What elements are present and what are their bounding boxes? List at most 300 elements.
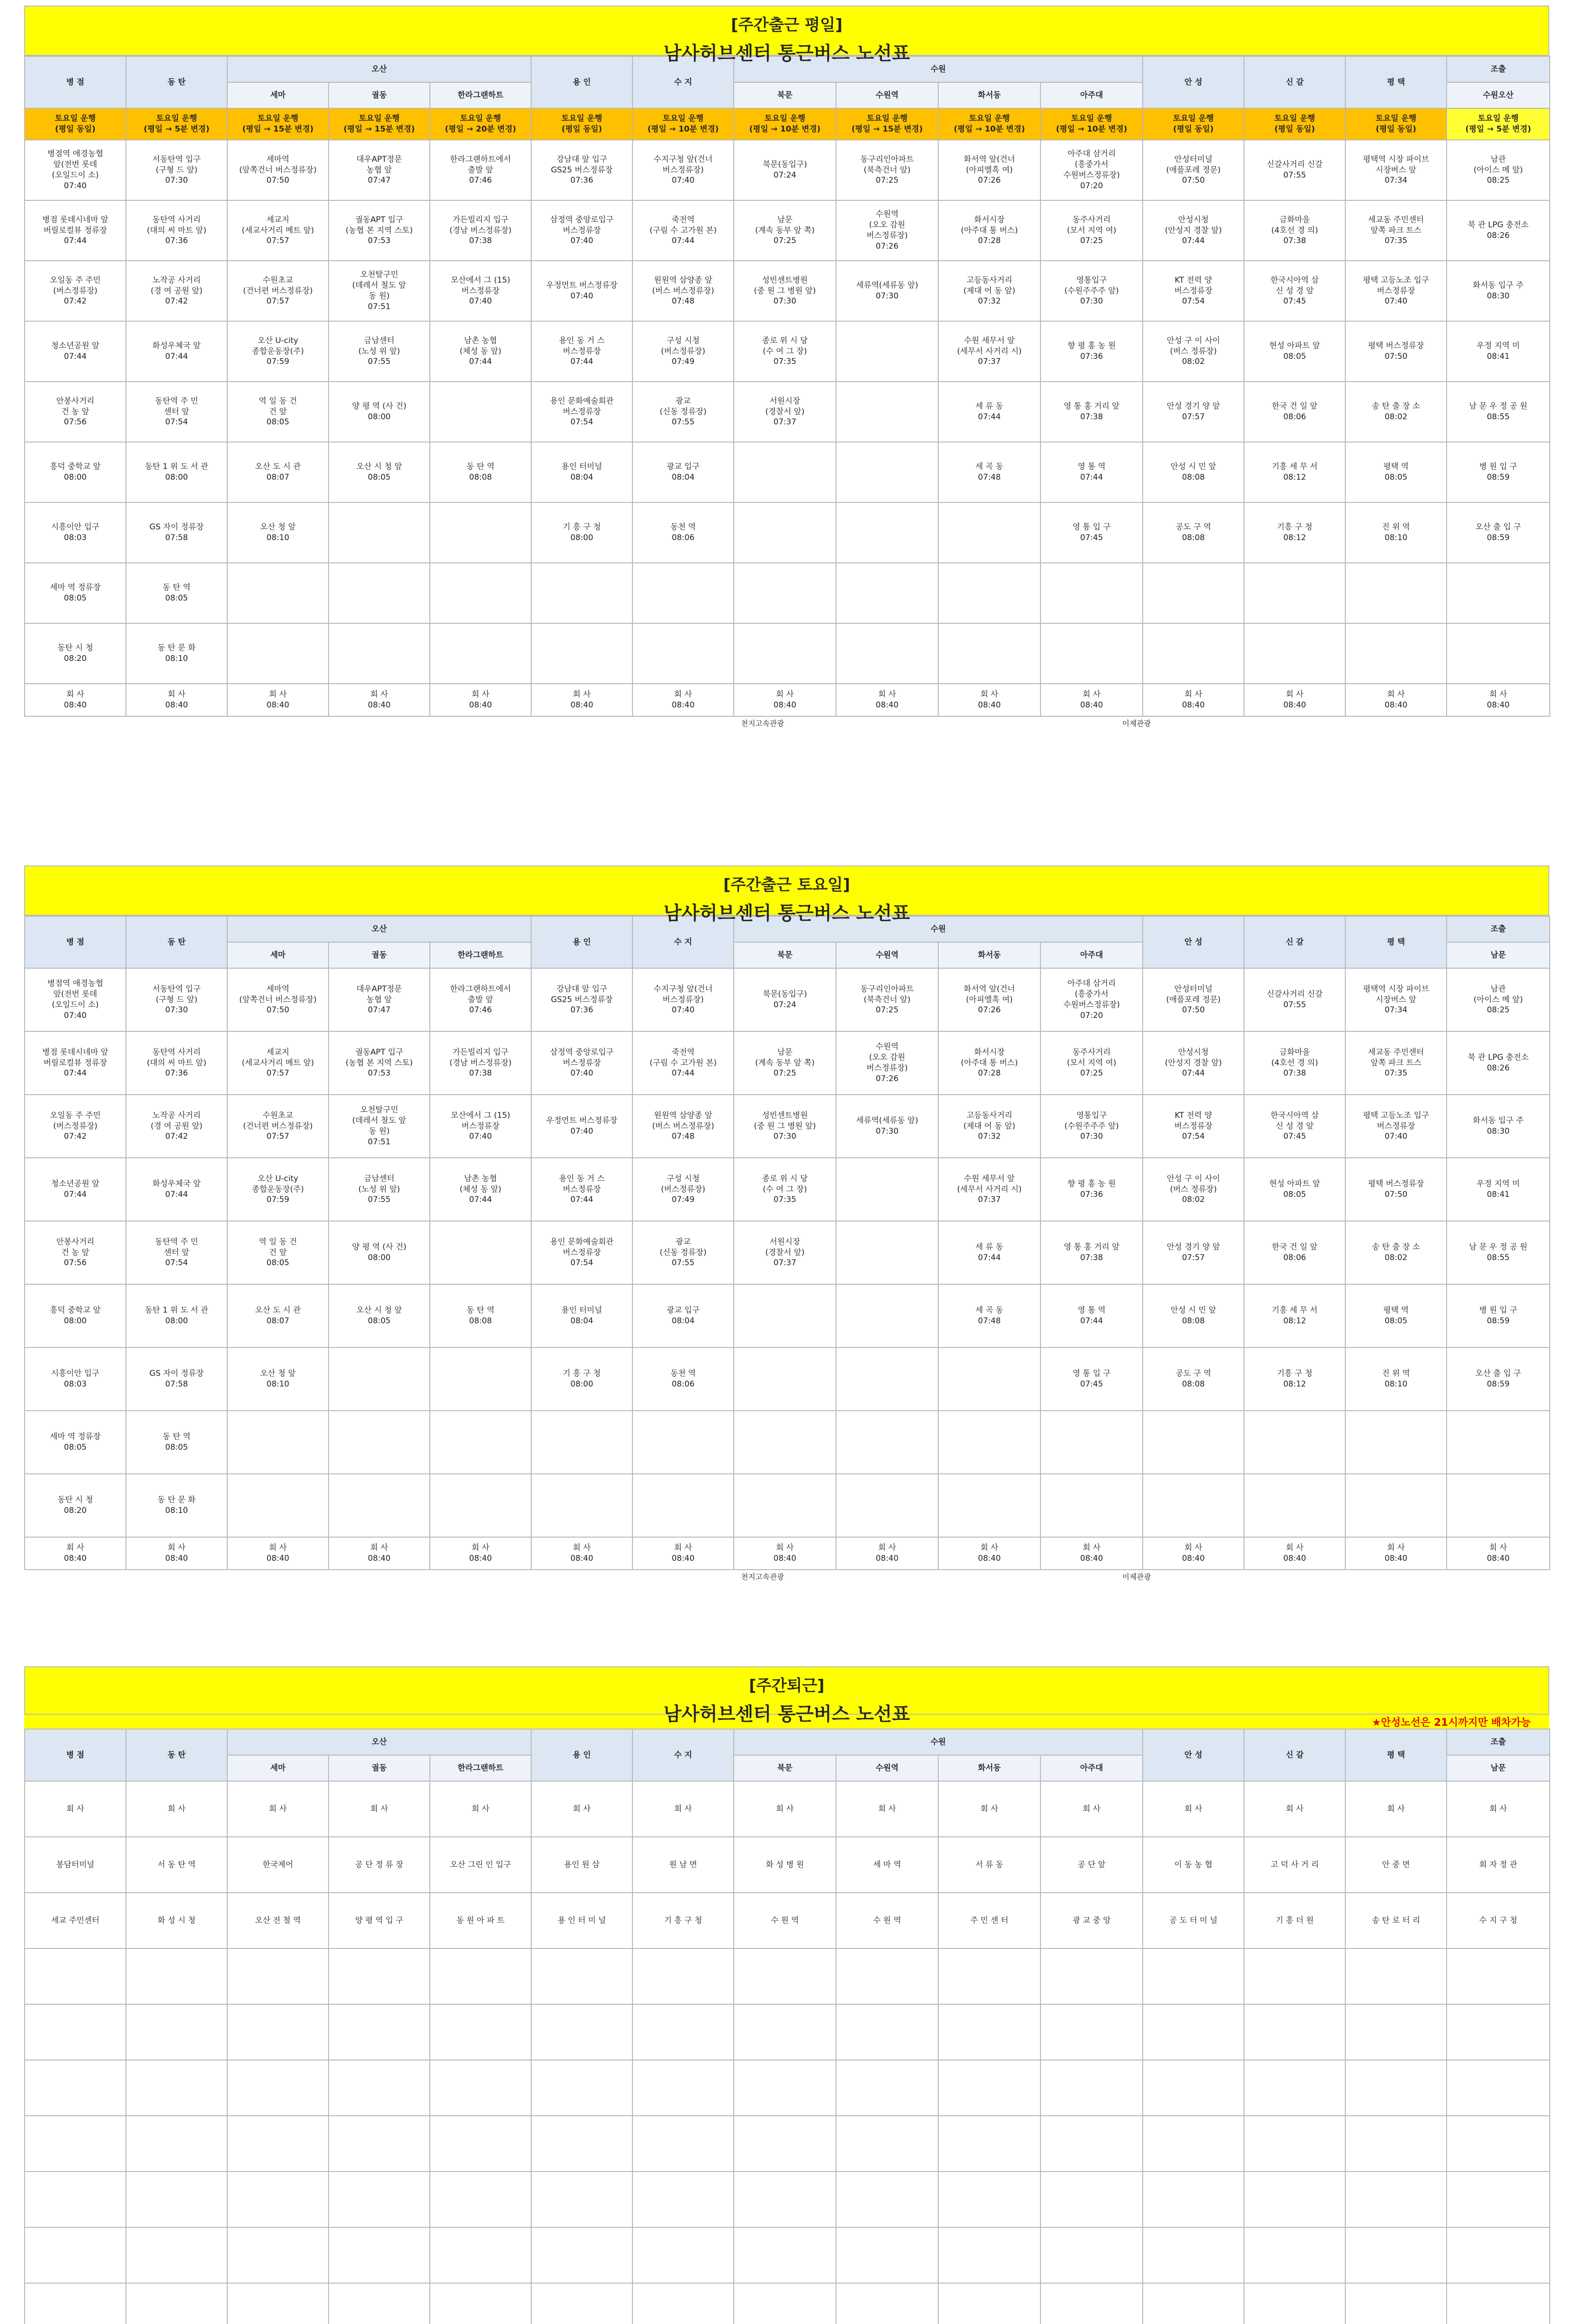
stop-cell (430, 1221, 531, 1284)
stop-cell: 동 탄 역 08:05 (126, 563, 227, 623)
stop-cell (632, 1474, 734, 1537)
stop-cell (1447, 2060, 1550, 2116)
stop-cell (1040, 1474, 1143, 1537)
arrival-cell: 회 사 08:40 (632, 684, 734, 716)
stop-cell (1040, 623, 1143, 684)
stop-cell: 동탄 1 위 도 서 관 08:00 (126, 442, 227, 502)
stop-cell: 화 성 병 원 (734, 1837, 836, 1893)
stop-cell: 평택 고등노조 입구 버스정류장 07:40 (1345, 1095, 1447, 1158)
stop-cell (25, 2116, 126, 2172)
arrival-cell: 회 사 08:40 (329, 1537, 430, 1570)
sheet1-foot-left: 천지고속관광 (741, 719, 784, 728)
stop-cell: 대우APT정문 농협 앞 07:47 (329, 968, 430, 1031)
arrival-cell: 회 사 08:40 (836, 684, 938, 716)
stop-cell: 양 평 역 입 구 (329, 1893, 430, 1948)
stop-cell: 오산 시 청 앞 08:05 (329, 1284, 430, 1347)
table-row (25, 1781, 1550, 1837)
stop-cell: 구성 시청 (버스정류장) 07:49 (632, 1158, 734, 1221)
stop-cell: 회 사 (430, 1781, 531, 1837)
stop-cell: 오천탈구민 (데레서 철도 앞 동 원) 07:51 (329, 1095, 430, 1158)
stop-cell (632, 1948, 734, 2004)
stop-cell (430, 1347, 531, 1411)
stop-cell: 영 통 홍 거리 앞 07:38 (1040, 382, 1143, 442)
stop-cell (227, 1948, 329, 2004)
stop-cell (734, 1474, 836, 1537)
arrival-cell: 회 사 08:40 (836, 1537, 938, 1570)
stop-cell (227, 1411, 329, 1474)
stop-cell: 수원 세무서 앞 (세무서 사거리 시) 07:37 (938, 1158, 1040, 1221)
stop-cell: 세 류 동 07:44 (938, 1221, 1040, 1284)
stop-cell: 원원역 삼양종 앞 (버스 버스정류장) 07:48 (632, 261, 734, 321)
sheet1-table (24, 56, 1550, 717)
stop-cell (25, 1948, 126, 2004)
sheet2-foot-left: 천지고속관광 (741, 1572, 784, 1581)
stop-cell: 회 사 (1447, 1781, 1550, 1837)
stop-cell (531, 2227, 632, 2283)
stop-cell: 수 원 역 (734, 1893, 836, 1948)
stop-cell (430, 623, 531, 684)
sheet1-footer (24, 717, 1549, 729)
spec-cell: 토요일 운행 (평일 동일) (531, 108, 632, 140)
table-row (25, 2004, 1550, 2060)
stop-cell (531, 623, 632, 684)
stop-cell (531, 563, 632, 623)
stop-cell: 신갈사거리 신갈 07:55 (1244, 968, 1345, 1031)
table-row (25, 684, 1550, 716)
stop-cell (734, 2172, 836, 2227)
stop-cell: 안성 경기 양 앞 07:57 (1143, 1221, 1244, 1284)
stop-cell (938, 2004, 1040, 2060)
stop-cell (531, 2116, 632, 2172)
stop-cell: 동천 역 08:06 (632, 502, 734, 563)
stop-cell: 오산 전 철 역 (227, 1893, 329, 1948)
stop-cell: 역 일 동 건 건 앞 08:05 (227, 1221, 329, 1284)
sheet2-table (24, 916, 1550, 1570)
stop-cell (1345, 2172, 1447, 2227)
table-row (25, 261, 1550, 321)
stop-cell (531, 2172, 632, 2227)
stop-cell: 수지구청 앞(건너 버스정류장) 07:40 (632, 968, 734, 1031)
header-hanshin: 한라그랜하트 (430, 942, 531, 968)
table-row (25, 502, 1550, 563)
stop-cell: 궐동APT 입구 (농협 본 지역 스토) 07:53 (329, 200, 430, 261)
stop-cell: 동 탄 역 08:05 (126, 1411, 227, 1474)
header-pyeongtaek: 평 택 (1345, 1729, 1447, 1781)
arrival-cell: 회 사 08:40 (227, 684, 329, 716)
stop-cell: 수원초교 (건너편 버스정류장) 07:57 (227, 1095, 329, 1158)
stop-cell: 평택역 시장 파이브 시장버스 앞 07:34 (1345, 968, 1447, 1031)
stop-cell (836, 2004, 938, 2060)
stop-cell (632, 563, 734, 623)
header-byeongjeom: 병 점 (25, 56, 126, 108)
stop-cell (126, 2172, 227, 2227)
stop-cell: 동 탄 문 화 08:10 (126, 623, 227, 684)
arrival-cell: 회 사 08:40 (734, 684, 836, 716)
stop-cell: 동탄역 사거리 (대의 씨 마트 앞) 07:36 (126, 1031, 227, 1095)
stop-cell (329, 2060, 430, 2116)
stop-cell (938, 1948, 1040, 2004)
stop-cell (1143, 563, 1244, 623)
stop-cell: 수원역 (오오 감원 버스정류장) 07:26 (836, 1031, 938, 1095)
stop-cell (836, 2172, 938, 2227)
header-suji: 수 지 (632, 916, 734, 968)
stop-cell: 용인 동 거 스 버스정류장 07:44 (531, 1158, 632, 1221)
stop-cell: 영통입구 (수원주주주 앞) 07:30 (1040, 261, 1143, 321)
stop-cell (938, 623, 1040, 684)
stop-cell (1244, 2060, 1345, 2116)
stop-cell (836, 1284, 938, 1347)
sheet2-body (25, 968, 1550, 1570)
stop-cell: 세 류 동 07:44 (938, 382, 1040, 442)
header-dongtan: 동 탄 (126, 56, 227, 108)
stop-cell (836, 2116, 938, 2172)
table-row (25, 1948, 1550, 2004)
stop-cell: 한국 건 일 앞 08:06 (1244, 1221, 1345, 1284)
stop-cell: 청소년공원 앞 07:44 (25, 1158, 126, 1221)
stop-cell: 동 원 아 파 트 (430, 1893, 531, 1948)
stop-cell (531, 1411, 632, 1474)
stop-cell: 종로 위 시 당 (수 여 그 장) 07:35 (734, 321, 836, 382)
stop-cell (734, 2227, 836, 2283)
stop-cell: 서원시장 (경찰서 앞) 07:37 (734, 382, 836, 442)
header-suwonyeok: 수원역 (836, 942, 938, 968)
header-suwonyeok: 수원역 (836, 1755, 938, 1781)
stop-cell: 서원시장 (경찰서 앞) 07:37 (734, 1221, 836, 1284)
sheet1-title-2: 남사허브센터 통근버스 노선표 (663, 43, 910, 64)
stop-cell (531, 1474, 632, 1537)
header-suwonosan: 수원오산 (1447, 82, 1550, 108)
stop-cell: 북 관 LPG 충전소 08:26 (1447, 200, 1550, 261)
header-bukmun: 북문 (734, 82, 836, 108)
header-jogwan: 조출 (1447, 1729, 1550, 1755)
stop-cell: 향 평 홍 농 원 07:36 (1040, 1158, 1143, 1221)
header-suwon: 수원 (734, 56, 1143, 82)
table-row (25, 200, 1550, 261)
stop-cell: 역 일 동 건 건 앞 08:05 (227, 382, 329, 442)
stop-cell: 화성우체국 앞 07:44 (126, 321, 227, 382)
stop-cell: 기 흥 구 청 08:00 (531, 1347, 632, 1411)
stop-cell (632, 2283, 734, 2324)
stop-cell: 영 통 입 구 07:45 (1040, 1347, 1143, 1411)
stop-cell (1345, 2227, 1447, 2283)
stop-cell: 동탄역 주 민 센터 앞 07:54 (126, 1221, 227, 1284)
table-row (25, 968, 1550, 1031)
arrival-cell: 회 사 08:40 (1345, 1537, 1447, 1570)
stop-cell: 가든빌리지 입구 (경남 버스정류장) 07:38 (430, 1031, 531, 1095)
stop-cell: 원 남 면 (632, 1837, 734, 1893)
stop-cell: 송 탄 출 장 소 08:02 (1345, 382, 1447, 442)
stop-cell: 회 사 (836, 1781, 938, 1837)
stop-cell (734, 502, 836, 563)
stop-cell: 용인 원 삼 (531, 1837, 632, 1893)
stop-cell: 오산 U-city 종합운동장(주) 07:59 (227, 1158, 329, 1221)
stop-cell: 한라그랜하트에서 출발 앞 07:46 (430, 968, 531, 1031)
stop-cell: 이 동 농 협 (1143, 1837, 1244, 1893)
stop-cell: 우정먼트 버스정류장 07:40 (531, 1095, 632, 1158)
stop-cell (227, 563, 329, 623)
header-hanshin: 한라그랜하트 (430, 82, 531, 108)
stop-cell: 안성시청 (안성지 경찰 앞) 07:44 (1143, 1031, 1244, 1095)
header-hwaseodong: 화서동 (938, 1755, 1040, 1781)
stop-cell: 병점 롯데시네마 앞 버릴로컬뷰 정류장 07:44 (25, 200, 126, 261)
stop-cell: 동구리인아파트 (북측건너 앞) 07:25 (836, 968, 938, 1031)
stop-cell: 평택 버스정류장 07:50 (1345, 321, 1447, 382)
stop-cell (25, 2283, 126, 2324)
stop-cell: 남관 (아이스 메 앞) 08:25 (1447, 140, 1550, 200)
stop-cell (531, 2283, 632, 2324)
stop-cell: 오산 청 앞 08:10 (227, 1347, 329, 1411)
stop-cell (1345, 2004, 1447, 2060)
arrival-cell: 회 사 08:40 (1143, 684, 1244, 716)
stop-cell (1447, 2172, 1550, 2227)
stop-cell (1447, 1411, 1550, 1474)
stop-cell (632, 2116, 734, 2172)
stop-cell: 기 흥 더 원 (1244, 1893, 1345, 1948)
stop-cell (938, 2060, 1040, 2116)
stop-cell (227, 2004, 329, 2060)
header-singal: 신 갈 (1244, 56, 1345, 108)
stop-cell: 오산 출 입 구 08:59 (1447, 1347, 1550, 1411)
stop-cell (938, 502, 1040, 563)
table-row (25, 2172, 1550, 2227)
stop-cell: 회 사 (329, 1781, 430, 1837)
stop-cell (836, 1158, 938, 1221)
stop-cell: GS 자이 정류장 07:58 (126, 502, 227, 563)
header-byeongjeom: 병 점 (25, 916, 126, 968)
stop-cell: 용 인 터 미 널 (531, 1893, 632, 1948)
stop-cell (329, 2116, 430, 2172)
stop-cell: 삼정역 중앙로입구 버스정류장 07:40 (531, 1031, 632, 1095)
stop-cell: 금화마을 (4호선 경 의) 07:38 (1244, 1031, 1345, 1095)
stop-cell (836, 442, 938, 502)
stop-cell: 화 성 시 청 (126, 1893, 227, 1948)
stop-cell: 평택 버스정류장 07:50 (1345, 1158, 1447, 1221)
header-yongin: 용 인 (531, 916, 632, 968)
stop-cell: 회 사 (1040, 1781, 1143, 1837)
stop-cell: 우정먼트 버스정류장 07:40 (531, 261, 632, 321)
stop-cell (126, 2004, 227, 2060)
stop-cell (1244, 563, 1345, 623)
stop-cell: 모산에서 그 (15) 버스정류장 07:40 (430, 261, 531, 321)
stop-cell: 광교 (신동 정류장) 07:55 (632, 382, 734, 442)
stop-cell (227, 2227, 329, 2283)
stop-cell (430, 2172, 531, 2227)
stop-cell: 영통입구 (수원주주주 앞) 07:30 (1040, 1095, 1143, 1158)
spec-cell: 토요일 운행 (평일 → 5분 변경) (1447, 108, 1550, 140)
stop-cell: 흥덕 중학교 앞 08:00 (25, 442, 126, 502)
stop-cell: 광 교 중 앙 (1040, 1893, 1143, 1948)
header-jogwan: 조출 (1447, 916, 1550, 942)
stop-cell: 병 원 입 구 08:59 (1447, 442, 1550, 502)
stop-cell: 강남대 앞 입구 GS25 버스정류장 07:36 (531, 140, 632, 200)
stop-cell: 수 원 역 (836, 1893, 938, 1948)
stop-cell: 영 통 홍 거리 앞 07:38 (1040, 1221, 1143, 1284)
stop-cell: GS 자이 정류장 07:58 (126, 1347, 227, 1411)
stop-cell: 기흥 세 무 서 08:12 (1244, 1284, 1345, 1347)
stop-cell: 한국시아역 삼 신 성 경 앞 07:45 (1244, 1095, 1345, 1158)
stop-cell: 화서역 앞(건너 (아피엘흑 여) 07:26 (938, 968, 1040, 1031)
stop-cell: 오산 청 앞 08:10 (227, 502, 329, 563)
stop-cell (1244, 2227, 1345, 2283)
stop-cell: 동탄역 주 민 센터 앞 07:54 (126, 382, 227, 442)
stop-cell (1040, 2116, 1143, 2172)
stop-cell (1143, 2060, 1244, 2116)
header-suji: 수 지 (632, 56, 734, 108)
stop-cell: 죽전역 (구림 수 고가원 본) 07:44 (632, 200, 734, 261)
arrival-cell: 회 사 08:40 (1244, 684, 1345, 716)
stop-cell (734, 1411, 836, 1474)
stop-cell (126, 2060, 227, 2116)
stop-cell: 모산에서 그 (15) 버스정류장 07:40 (430, 1095, 531, 1158)
sheet1-banner (24, 6, 1549, 64)
stop-cell: 용인 문화예술회관 버스정류장 07:54 (531, 382, 632, 442)
stop-cell: 화성우체국 앞 07:44 (126, 1158, 227, 1221)
sheet3-title-2: 남사허브센터 통근버스 노선표 (663, 1703, 910, 1725)
stop-cell: 병점역 애경농협 앞(전번 롯데 (오일드이 소) 07:40 (25, 968, 126, 1031)
stop-cell (25, 2060, 126, 2116)
stop-cell (329, 623, 430, 684)
stop-cell (531, 1948, 632, 2004)
stop-cell (126, 2283, 227, 2324)
stop-cell (1040, 2172, 1143, 2227)
stop-cell: 화서동 입구 주 08:30 (1447, 261, 1550, 321)
stop-cell (836, 2060, 938, 2116)
sheet2-foot-right: 이제관광 (1122, 1572, 1151, 1581)
stop-cell (836, 1948, 938, 2004)
stop-cell: 남 문 우 정 공 원 08:55 (1447, 1221, 1550, 1284)
stop-cell: 원원역 삼양종 앞 (버스 버스정류장) 07:48 (632, 1095, 734, 1158)
arrival-cell: 회 사 08:40 (531, 684, 632, 716)
stop-cell (25, 2227, 126, 2283)
sheet3-body (25, 1781, 1550, 2324)
stop-cell (329, 1411, 430, 1474)
stop-cell (1040, 2283, 1143, 2324)
spec-cell: 토요일 운행 (평일 → 15분 변경) (227, 108, 329, 140)
stop-cell: 회 사 (632, 1781, 734, 1837)
stop-cell: 기 흥 구 청 08:00 (531, 502, 632, 563)
table-row (25, 1158, 1550, 1221)
stop-cell: 오천탈구민 (데레서 철도 앞 동 원) 07:51 (329, 261, 430, 321)
stop-cell: 안성터미널 (애플포레 정문) 07:50 (1143, 968, 1244, 1031)
stop-cell: 양 평 역 (사 건) 08:00 (329, 382, 430, 442)
stop-cell: 공 단 앞 (1040, 1837, 1143, 1893)
stop-cell (531, 2060, 632, 2116)
stop-cell: 진 위 역 08:10 (1345, 502, 1447, 563)
stop-cell (1447, 563, 1550, 623)
stop-cell: 영 통 입 구 07:45 (1040, 502, 1143, 563)
sheet2-banner (24, 865, 1549, 924)
stop-cell: 기 흥 구 청 (632, 1893, 734, 1948)
stop-cell (632, 2004, 734, 2060)
stop-cell (938, 1474, 1040, 1537)
header-suwon: 수원 (734, 916, 1143, 942)
stop-cell: 남촌 농협 (체성 동 앞) 07:44 (430, 321, 531, 382)
stop-cell: 영 통 역 07:44 (1040, 1284, 1143, 1347)
stop-cell: 기흥 구 청 08:12 (1244, 1347, 1345, 1411)
stop-cell: 송 탄 출 장 소 08:02 (1345, 1221, 1447, 1284)
sheet1-foot-right: 이제관광 (1122, 719, 1151, 728)
stop-cell (632, 1411, 734, 1474)
stop-cell: 세마역 (앞쪽건너 버스정류장) 07:50 (227, 968, 329, 1031)
stop-cell (836, 1347, 938, 1411)
table-row (25, 321, 1550, 382)
stop-cell: 흥덕 중학교 앞 08:00 (25, 1284, 126, 1347)
header-osan: 오산 (227, 1729, 531, 1755)
stop-cell (938, 2116, 1040, 2172)
stop-cell: 광교 입구 08:04 (632, 442, 734, 502)
stop-cell (836, 563, 938, 623)
stop-cell (227, 2116, 329, 2172)
stop-cell: 서 류 동 (938, 1837, 1040, 1893)
stop-cell (329, 2004, 430, 2060)
stop-cell (1040, 1948, 1143, 2004)
stop-cell (430, 2004, 531, 2060)
stop-cell: 성빈센트병원 (중 원 그 병원 앞) 07:30 (734, 261, 836, 321)
stop-cell: 동탄역 사거리 (대의 씨 마트 앞) 07:36 (126, 200, 227, 261)
stop-cell (938, 1347, 1040, 1411)
stop-cell: 오산 출 입 구 08:59 (1447, 502, 1550, 563)
table-row (25, 2283, 1550, 2324)
table-row (25, 1893, 1550, 1948)
stop-cell: 회 사 (227, 1781, 329, 1837)
stop-cell: 우정 지역 미 08:41 (1447, 321, 1550, 382)
table-row (25, 563, 1550, 623)
stop-cell: 동 탄 역 08:08 (430, 442, 531, 502)
stop-cell (1244, 2116, 1345, 2172)
stop-cell (1345, 2283, 1447, 2324)
arrival-cell: 회 사 08:40 (1143, 1537, 1244, 1570)
header-jogwan: 조출 (1447, 56, 1550, 82)
stop-cell: 종로 위 시 당 (수 여 그 장) 07:35 (734, 1158, 836, 1221)
header-namsa: 남문 (1447, 1755, 1550, 1781)
stop-cell: 오일동 주 주민 (버스정류장) 07:42 (25, 261, 126, 321)
spec-cell: 토요일 운행 (평일 → 10분 변경) (938, 108, 1040, 140)
stop-cell: 세류역(세류동 앞) 07:30 (836, 261, 938, 321)
stop-cell (938, 1411, 1040, 1474)
stop-cell (836, 2227, 938, 2283)
stop-cell: 세마 역 정류장 08:05 (25, 1411, 126, 1474)
stop-cell: 삼정역 중앙로입구 버스정류장 07:40 (531, 200, 632, 261)
stop-cell (430, 2227, 531, 2283)
stop-cell (734, 1284, 836, 1347)
stop-cell (632, 623, 734, 684)
arrival-cell: 회 사 08:40 (329, 684, 430, 716)
header-osan: 오산 (227, 56, 531, 82)
stop-cell (126, 2116, 227, 2172)
stop-cell: 북 관 LPG 충전소 08:26 (1447, 1031, 1550, 1095)
stop-cell: 공도 구 역 08:08 (1143, 502, 1244, 563)
stop-cell: 아주대 삼거리 (흥중가서 수원버스정류장) 07:20 (1040, 140, 1143, 200)
spec-cell: 토요일 운행 (평일 동일) (25, 108, 126, 140)
stop-cell: 기흥 세 무 서 08:12 (1244, 442, 1345, 502)
sheet-weekday-evening (24, 1666, 1549, 2324)
stop-cell: 안성 구 이 사이 (버스 정류장) 08:02 (1143, 321, 1244, 382)
stop-cell (227, 2283, 329, 2324)
stop-cell (1143, 1474, 1244, 1537)
stop-cell (1345, 623, 1447, 684)
sheet2-title-1: [주간출근 토요일] (723, 876, 850, 894)
stop-cell (734, 623, 836, 684)
stop-cell: 세 곡 동 07:48 (938, 1284, 1040, 1347)
stop-cell: 수 지 구 청 (1447, 1893, 1550, 1948)
stop-cell: 시흥이안 입구 08:03 (25, 1347, 126, 1411)
stop-cell (430, 2283, 531, 2324)
stop-cell: 오산 도 시 관 08:07 (227, 1284, 329, 1347)
stop-cell: 노작공 사거리 (경 여 공원 앞) 07:42 (126, 1095, 227, 1158)
table-row (25, 2060, 1550, 2116)
stop-cell: 노작공 사거리 (경 여 공원 앞) 07:42 (126, 261, 227, 321)
arrival-cell: 회 사 08:40 (1244, 1537, 1345, 1570)
